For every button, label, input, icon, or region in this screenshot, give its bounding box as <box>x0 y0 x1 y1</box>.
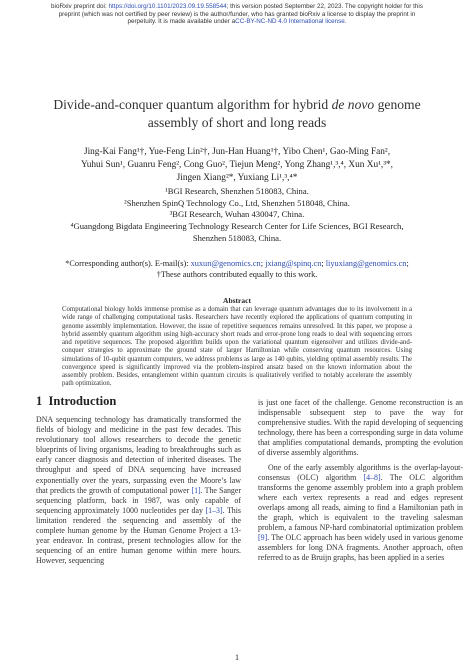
citation-link[interactable]: [1–3] <box>205 505 223 515</box>
left-column <box>36 415 241 566</box>
notice-line3-prefix: perpetuity. It is made available under a <box>127 18 236 26</box>
title-italic: de novo <box>331 97 375 112</box>
right-column <box>258 398 463 564</box>
intro-p1-text-c: . This limitation rendered the sequencing and assembly of the complete human genome by the Human Genome Project a 13-year endeavor. In contrast, present technologies allow for the sequencing of an entire human genome within mere hours. However, sequencing <box>36 505 241 566</box>
notice-line3-suffix: . <box>344 18 347 26</box>
affiliation-4: ⁴Guangdong Bigdata Engineering Technology Research Center for Life Sciences, BGI Research, <box>70 221 404 232</box>
title-line-1 <box>30 96 444 114</box>
corr-sep-2: ; <box>321 259 326 268</box>
equal-contribution-note: †These authors contributed equally to this work. <box>156 270 318 279</box>
email-link-2[interactable]: jxiang@spinq.cn <box>265 259 322 268</box>
notice-line1-suffix: ; this version posted September 22, 2023. The copyright holder for this <box>226 3 423 10</box>
notice-line1-prefix: bioRxiv preprint doi: <box>51 3 109 10</box>
paper-title <box>30 96 444 132</box>
abstract-text: Computational biology holds immense promise as a domain that can leverage quantum advantages due to its involvement in a wide range of challenging computational tasks. Researchers have recently explored the applications of quantum computing in genome assembly implementation. However, the issue of repetitive sequences remains unresolved. In this paper, we propose a hybrid assembly quantum algorithm using high-accuracy short reads and error-prone long reads to deal with sequencing errors and repetitive sequences. The proposed algorithm builds upon the variational quantum eigensolver and utilizes divide-and-conquer strategies to approximate the ground state of larger Hamiltonian while conserving quantum resources. Using simulations of 10-qubit quantum computers, we address problems as large as 140 qubits, yielding optimal assembly results. The convergence speed is significantly improved via the problem-inspired ansatz based on the known information about the assembly problem. Besides, entanglement within quantum circuits is qualitatively verified to notably accelerate the assembly path optimization. <box>62 306 412 388</box>
title-line-2: assembly of short and long reads <box>147 115 327 130</box>
section-number: 1 <box>36 394 43 408</box>
authors-line-1: Jing-Kai Fang¹†, Yue-Feng Lin²†, Jun-Han Huang¹†, Yibo Chen¹, Gao-Ming Fan², <box>83 147 391 157</box>
intro-p1-text-b: . The Sanger sequencing platform, back in 1987, was only capable of sequencing approximately 1000 nucleotides per day <box>36 485 241 515</box>
intro-paragraph-2: is just one facet of the challenge. Genome reconstruction is an indispensable subsequent step to pave the way for comprehensive studies. With the rapid developing of sequencing technology, there has been a corresponding surge in data volume that amplifies computational demands, prompting the evolution of diverse assembly algorithms. <box>258 398 463 458</box>
authors-line-3: Jingen Xiang²*, Yuxiang Li¹,³,⁴* <box>176 173 298 183</box>
notice-line-3 <box>0 18 474 26</box>
affiliation-1: ¹BGI Research, Shenzhen 518083, China. <box>165 186 309 196</box>
author-list <box>20 146 454 185</box>
corr-sep-1: ; <box>260 259 266 268</box>
license-link[interactable]: CC-BY-NC-ND 4.0 International license <box>235 18 345 26</box>
citation-link[interactable]: [4–8] <box>363 472 381 482</box>
notice-line-1 <box>0 3 474 11</box>
intro-p1-text-a: DNA sequencing technology has dramatically transformed the fields of biology and medicine in the past few decades. This revolutionary tool allows researchers to decode the genetic blueprints of living organisms, leading to breakthroughs such as early cancer diagnosis and detection of inherited diseases. The throughput and speed of DNA sequencing have increased exponentially over the years, surpassing even the Moore’s law that predicts the growth of computational power <box>36 415 241 495</box>
intro-p3-text-a: One of the early assembly algorithms is the overlap-layout-consensus (OLC) algorithm <box>258 462 463 482</box>
citation-link[interactable]: [1] <box>191 485 201 495</box>
corr-end: ; <box>406 259 409 268</box>
title-part-2: genome <box>374 97 421 112</box>
correspondence <box>10 258 464 280</box>
intro-p3-text-c: . The OLC approach has been widely used in various genome assemblers for long DNA fragments. Another approach, often referred to as de Bruijn graphs, has been applied in a series <box>258 533 463 563</box>
title-part-1: Divide-and-conquer quantum algorithm for hybrid <box>53 97 332 112</box>
email-link-1[interactable]: xuxun@genomics.cn <box>190 259 261 268</box>
doi-link[interactable]: https://doi.org/10.1101/2023.09.19.558544 <box>108 3 227 10</box>
authors-line-2: Yuhui Sun¹, Guanru Feng², Cong Guo², Tiejun Meng², Yong Zhang¹,³,⁴, Xun Xu¹,³*, <box>81 160 393 170</box>
notice-line-2: preprint (which was not certified by peer review) is the author/funder, who has granted bioRxiv a license to display the preprint in <box>58 10 416 18</box>
affiliation-4-cont: Shenzhen 518083, China. <box>192 232 282 243</box>
citation-link[interactable]: [9] <box>258 533 268 543</box>
abstract-heading: Abstract <box>223 296 251 305</box>
intro-paragraph-1 <box>36 415 241 566</box>
email-link-3[interactable]: liyuxiang@genomics.cn <box>325 259 407 268</box>
affiliation-3: ³BGI Research, Wuhan 430047, China. <box>169 209 305 220</box>
intro-p3-text-b: . The OLC algorithm transforms the genome assembly problem into a graph problem where each vertex represents a read and edges represent overlaps among all reads, aiming to find a Hamiltonian path in the graph, which is equivalent to the traveling salesman problem, a famous NP-hard combinatorial optimization problem <box>258 472 463 533</box>
affiliation-2: ²Shenzhen SpinQ Technology Co., Ltd, Shenzhen 518048, China. <box>124 197 350 208</box>
corr-prefix: *Corresponding author(s). E-mail(s): <box>65 259 191 268</box>
corresponding-authors <box>10 258 464 269</box>
intro-paragraph-3 <box>258 463 463 564</box>
section-heading <box>36 394 116 409</box>
preprint-notice <box>0 3 474 26</box>
page-number: 1 <box>235 653 239 662</box>
section-title: Introduction <box>48 394 117 408</box>
affiliations <box>20 186 454 245</box>
